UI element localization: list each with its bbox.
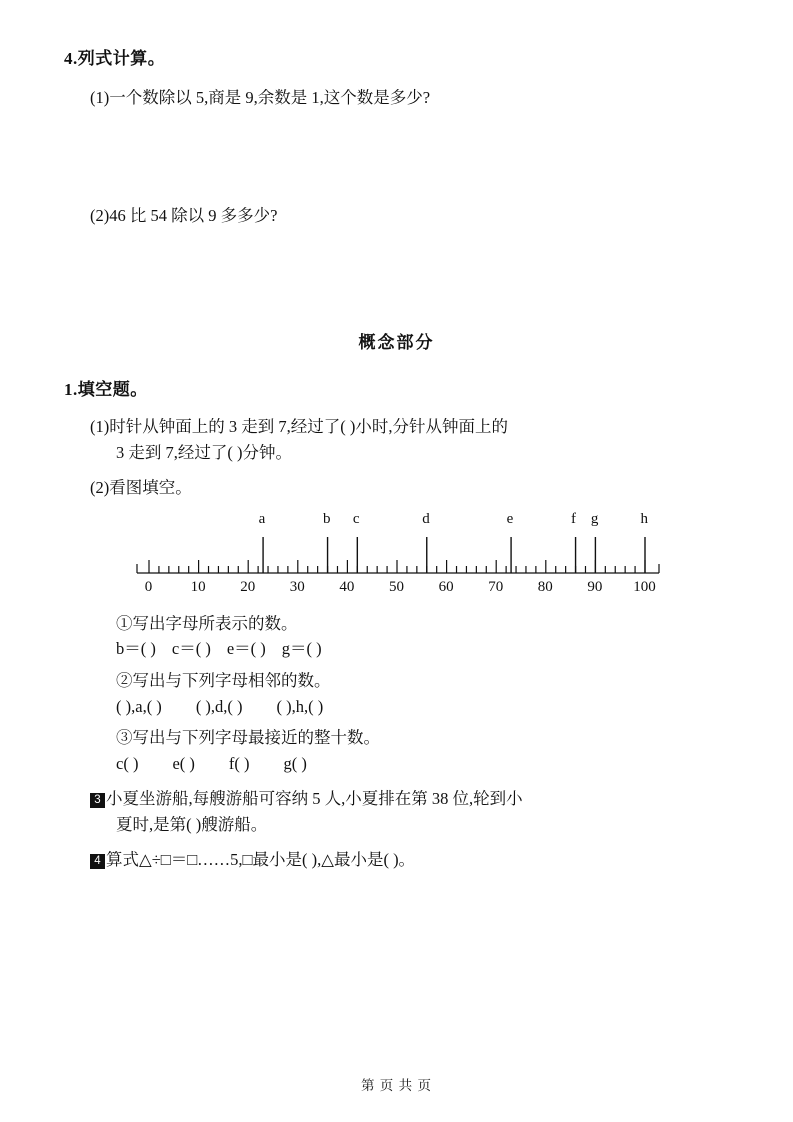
answer-space-1 [64,111,729,203]
answer-neighbors-d[interactable]: ( ),d,( ) [195,696,243,716]
fill-q2-label: (2)看图填空。 [90,478,192,498]
number-line-letter-g: g [590,510,599,527]
fill-sub3-prompt: ③写出与下列字母最接近的整十数。 [116,728,380,748]
fill-q1-line2: 3 走到 7,经过了( )分钟。 [116,442,292,462]
fill-sub1-answers [116,636,729,662]
number-line-tick-label-80: 80 [537,578,553,595]
answer-round-e[interactable]: e( ) [172,753,195,773]
number-line-tick-label-10: 10 [190,578,206,595]
calc-question-2: (2)46 比 54 除以 9 多多少? [90,205,278,225]
answer-round-c[interactable]: c( ) [116,753,139,773]
number-line-tick-label-20: 20 [240,578,256,595]
number-line-letter-b: b [323,510,331,527]
answer-round-f[interactable]: f( ) [228,753,250,773]
answer-round-g[interactable]: g( ) [283,753,307,773]
number-line-figure [64,511,729,603]
number-line-letter-c: c [352,510,360,527]
fill-sub3-answers [116,751,729,777]
fill-q4-text: 算式△÷□＝□……5,□最小是( ),△最小是( )。 [106,850,416,870]
page-footer-text: 第 页 共 页 [360,1078,433,1093]
fill-q4 [90,847,729,873]
section-heading-calc: 4.列式计算。 [64,49,166,68]
page-footer [0,1072,793,1096]
number-line-tick-label-60: 60 [438,578,454,595]
fill-sub1-prompt: ①写出字母所表示的数。 [116,613,298,633]
answer-b[interactable]: b＝( ) [116,639,156,659]
fill-q3-line1: 小夏坐游船,每艘游船可容纳 5 人,小夏排在第 38 位,轮到小 [106,789,523,809]
fill-sub2-prompt: ②写出与下列字母相邻的数。 [116,670,331,690]
calc-question-1: (1)一个数除以 5,商是 9,余数是 1,这个数是多少? [90,88,431,107]
fill-q3 [90,786,729,812]
answer-c[interactable]: c＝( ) [171,639,211,659]
number-line-tick-label-70: 70 [488,578,504,595]
number-line-tick-label-90: 90 [587,578,603,595]
number-line-canvas [127,511,667,603]
answer-space-2 [64,228,729,320]
fill-q3-line2: 夏时,是第( )艘游船。 [116,814,268,834]
question-marker-3: 3 [90,793,105,808]
number-line-letter-f: f [571,510,577,527]
answer-e[interactable]: e＝( ) [226,639,266,659]
number-line-tick-label-0: 0 [144,578,153,595]
number-line-letter-a: a [258,510,266,527]
answer-neighbors-h[interactable]: ( ),h,( ) [276,696,324,716]
number-line-letter-e: e [506,510,514,527]
number-line-letter-d: d [422,510,430,527]
fill-sub2-answers [116,694,729,720]
concept-section-title: 概念部分 [358,333,435,353]
number-line-tick-label-40: 40 [339,578,355,595]
fill-q1-line1: (1)时针从钟面上的 3 走到 7,经过了( )小时,分针从钟面上的 [90,417,508,437]
answer-g[interactable]: g＝( ) [281,639,322,659]
number-line-letter-h: h [640,510,648,527]
answer-neighbors-a[interactable]: ( ),a,( ) [116,696,162,716]
number-line-tick-label-30: 30 [289,578,305,595]
question-marker-4: 4 [90,854,105,869]
section-heading-fill: 1.填空题。 [64,380,148,400]
number-line-tick-label-50: 50 [389,578,404,595]
number-line-tick-label-100: 100 [633,578,656,595]
